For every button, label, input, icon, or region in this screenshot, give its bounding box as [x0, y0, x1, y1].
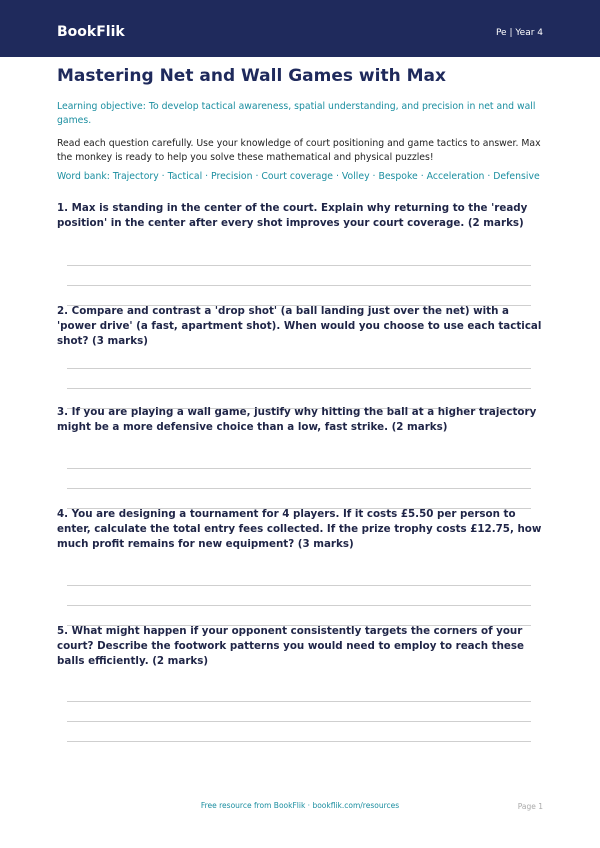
brand-logo-text: BookFlik — [57, 24, 125, 40]
page-number: Page 1 — [517, 802, 543, 811]
answer-line[interactable] — [67, 285, 531, 286]
page-header — [0, 0, 600, 57]
instructions: Read each question carefully. Use your knowledge of court positioning and game tactics to answer. Max the monkey is ready to help you solve these mathematical and physical puzzles! — [57, 138, 541, 163]
answer-line[interactable] — [67, 741, 531, 742]
answer-line[interactable] — [67, 388, 531, 389]
subject-year-label: Pe | Year 4 — [495, 28, 543, 38]
answer-line[interactable] — [67, 721, 531, 722]
footer-resource-link[interactable]: Free resource from BookFlik · bookflik.com/resources — [200, 801, 400, 810]
question-4: 4. You are designing a tournament for 4 players. If it costs £5.50 per person to enter, calculate the total entry fees collected. If the prize trophy costs £12.75, how much profit remains for new equipment? (3 marks) — [57, 508, 542, 550]
question-3: 3. If you are playing a wall game, justify why hitting the ball at a higher trajectory might be a more defensive choice than a low, fast strike. (2 marks) — [57, 406, 537, 433]
word-bank: Word bank: Trajectory · Tactical · Precision · Court coverage · Volley · Bespoke · Acceleration · Defensive — [57, 171, 540, 182]
worksheet-intro — [57, 64, 543, 184]
answer-line[interactable] — [67, 468, 531, 469]
answer-line[interactable] — [67, 265, 531, 266]
question-2: 2. Compare and contrast a 'drop shot' (a ball landing just over the net) with a 'power drive' (a fast, apartment shot). When would you choose to use each tactical shot? (3 marks) — [57, 305, 542, 347]
worksheet-title: Mastering Net and Wall Games with Max — [57, 66, 446, 86]
question-5: 5. What might happen if your opponent consistently targets the corners of your court? Describe the footwork patterns you would need to employ to reach these balls efficiently. (2 marks) — [57, 625, 524, 667]
learning-objective: Learning objective: To develop tactical awareness, spatial understanding, and precision in net and wall games. — [57, 101, 536, 126]
answer-line[interactable] — [67, 585, 531, 586]
answer-line[interactable] — [67, 488, 531, 489]
answer-line[interactable] — [67, 605, 531, 606]
answer-line[interactable] — [67, 701, 531, 702]
question-1: 1. Max is standing in the center of the court. Explain why returning to the 'ready position' in the center after every shot improves your court coverage. (2 marks) — [57, 202, 528, 229]
answer-line[interactable] — [67, 368, 531, 369]
